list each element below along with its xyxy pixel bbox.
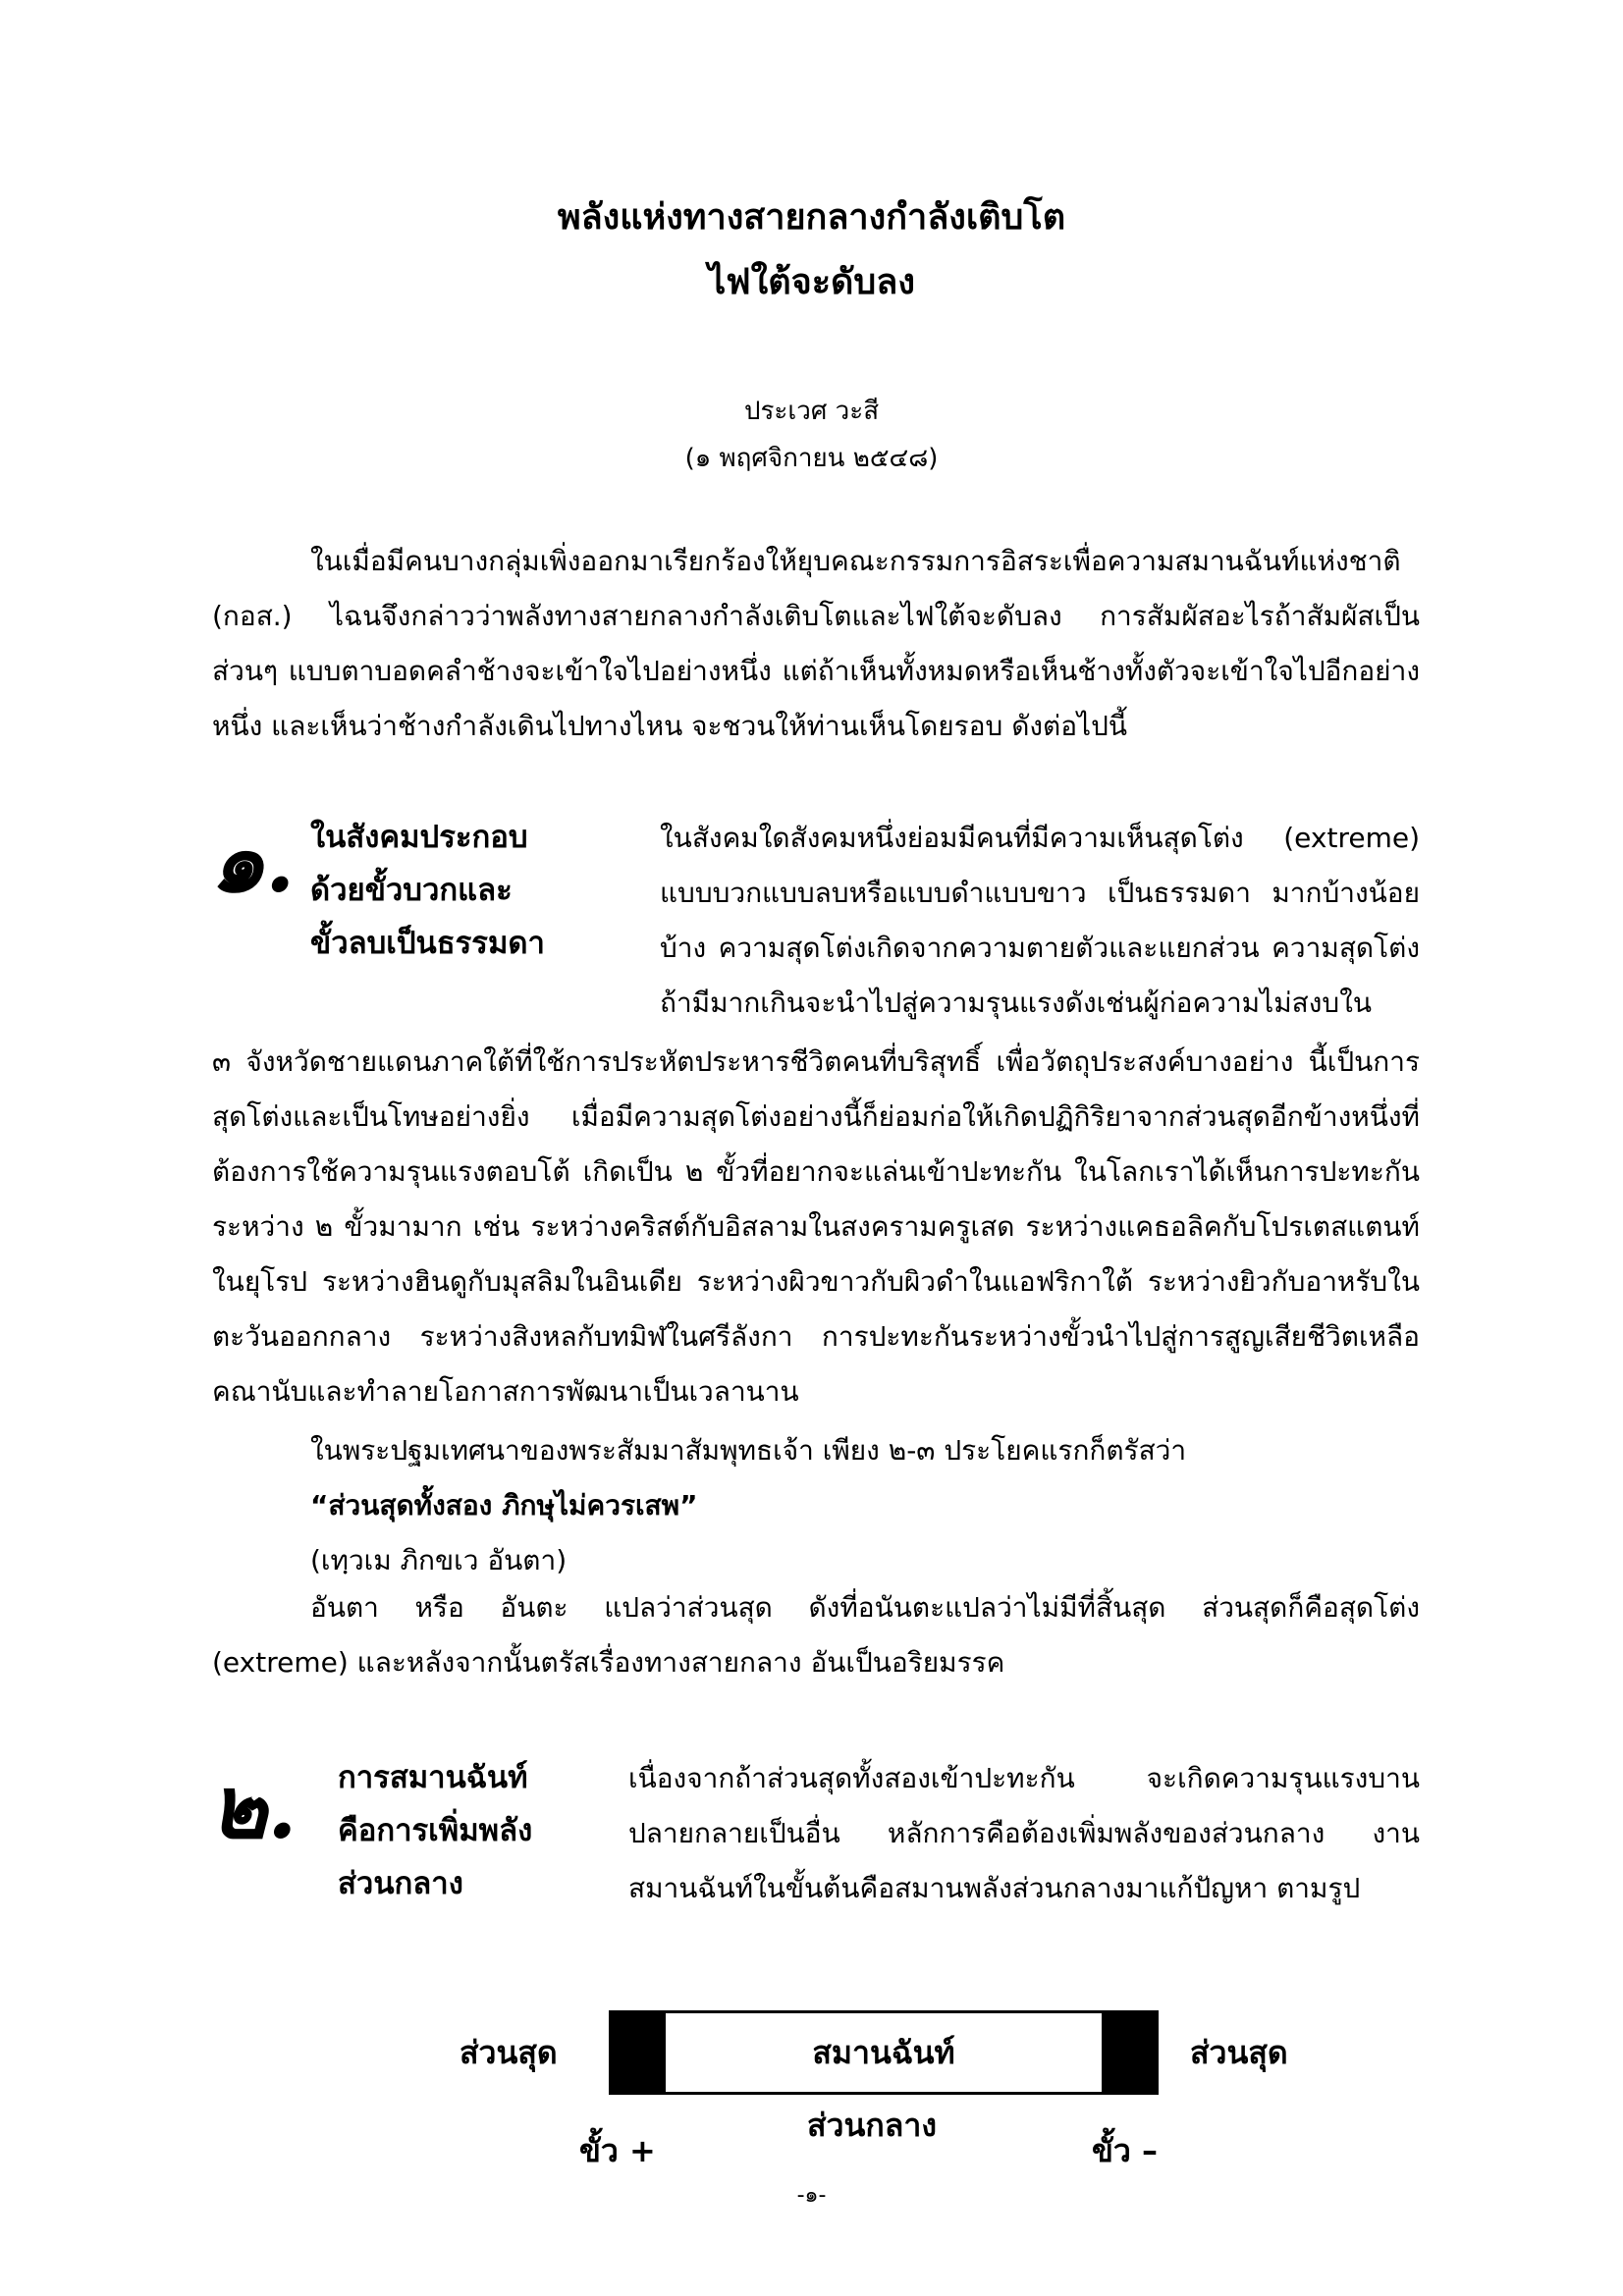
diagram-right-label: ส่วนสุด: [1190, 2034, 1288, 2071]
section-1-body: ๓ จังหวัดชายแดนภาคใต้ที่ใช้การประหัตประหารชีวิตคนที่บริสุทธิ์ เพื่อวัตถุประสงค์บางอย่าง นี้เป็นการสุดโต่งและเป็นโทษอย่างยิ่ง เมื่อมีความสุดโต่งอย่างนี้ก็ย่อมก่อให้เกิดปฏิกิริยาจากส่วนสุดอีกข้างหนึ่งที่ต้องการใช้ความรุนแรงตอบโต้ เกิดเป็น ๒ ขั้วที่อยากจะแล่นเข้าปะทะกัน ในโลกเราได้เห็นการปะทะกันระหว่าง ๒ ขั้วมามาก เช่น ระหว่างคริสต์กับอิสลามในสงครามครูเสด ระหว่างแคธอลิคกับโปรเตสแตนท์ในยุโรป ระหว่างฮินดูกับมุสลิมในอินเดีย ระหว่างผิวขาวกับผิวดำในแอฟริกาใต้ ระหว่างยิวกับอาหรับในตะวันออกกลาง ระหว่างสิงหลกับทมิฬในศรีลังกา การปะทะกันระหว่างขั้วนำไปสู่การสูญเสียชีวิตเหลือคณานับและทำลายโอกาสการพัฒนาเป็นเวลานาน: [212, 1045, 1420, 1408]
intro-paragraph: ในเมื่อมีคนบางกลุ่มเพิ่งออกมาเรียกร้องให้ยุบคณะกรรมการอิสระเพื่อความสมานฉันท์แห่งชาติ (กอส.) ไฉนจึงกล่าวว่าพลังทางสายกลางกำลังเติบโตและไฟใต้จะดับลง การสัมผัสอะไรถ้าสัมผัสเป็นส่วนๆ แบบตาบอดคลำช้างจะเข้าใจไปอย่างหนึ่ง แต่ถ้าเห็นทั้งหมดหรือเห็นช้างทั้งตัวจะเข้าใจไปอีกอย่างหนึ่ง และเห็นว่าช้างกำลังเดินไปทางไหน จะชวนให้ท่านเห็นโดยรอบ ดังต่อไปนี้: [212, 545, 1420, 742]
section-1-heading-line: ขั้วลบเป็นธรรมดา: [310, 926, 545, 961]
sermon-quote: “ส่วนสุดทั้งสอง ภิกษุไม่ควรเสพ”: [310, 1489, 698, 1522]
pole-minus-label: ขั้ว –: [1092, 2132, 1158, 2169]
page-number: -๑-: [796, 2183, 827, 2208]
diagram-box: [609, 2010, 1159, 2095]
date: (๑ พฤศจิกายน ๒๕๔๘): [684, 444, 939, 473]
section-1-side-text: ในสังคมใดสังคมหนึ่งย่อมมีคนที่มีความเห็นสุดโต่ง (extreme) แบบบวกแบบลบหรือแบบดำแบบขาว เป็นธรรมดา มากบ้างน้อยบ้าง ความสุดโต่งเกิดจากความตายตัวและแยกส่วน ความสุดโต่งถ้ามีมากเกินจะนำไปสู่ความรุนแรงดังเช่นผู้ก่อความไม่สงบใน: [660, 822, 1420, 1019]
section-2-heading-line: ส่วนกลาง: [338, 1866, 463, 1901]
author: ประเวศ วะสี: [743, 397, 880, 426]
section-2-heading-line: การสมานฉันท์: [338, 1760, 528, 1795]
section-2-number: ๒.: [210, 1756, 298, 1858]
left-pole-block: [612, 2013, 666, 2092]
title-line-1: พลังแห่งทางสายกลางกำลังเติบโต: [557, 197, 1066, 238]
diagram-middle-caption: ส่วนกลาง: [807, 2107, 937, 2144]
section-1-heading-line: ด้วยขั้วบวกและ: [310, 873, 513, 908]
section-2-heading: [338, 1751, 532, 1910]
diagram-left-label: ส่วนสุด: [460, 2034, 558, 2071]
section-1-heading-line: ในสังคมประกอบ: [310, 820, 528, 855]
pali-text: (เทฺวเม ภิกขเว อันตา): [310, 1544, 568, 1576]
pole-plus-label: ขั้ว +: [579, 2132, 656, 2169]
closing-paragraph: อันตา หรือ อันตะ แปลว่าส่วนสุด ดังที่อนันตะแปลว่าไม่มีที่สิ้นสุด ส่วนสุดก็คือสุดโต่ง (extreme) และหลังจากนั้นตรัสเรื่องทางสายกลาง อันเป็นอริยมรรค: [212, 1591, 1420, 1679]
title-line-2: ไฟใต้จะดับลง: [708, 262, 915, 302]
section-2-side-text: เนื่องจากถ้าส่วนสุดทั้งสองเข้าปะทะกัน จะเกิดความรุนแรงบานปลายกลายเป็นอื่น หลักการคือต้องเพิ่มพลังของส่วนกลาง งานสมานฉันท์ในขั้นต้นคือสมานพลังส่วนกลางมาแก้ปัญหา ตามรูป: [628, 1762, 1420, 1904]
section-1-heading: [310, 811, 545, 970]
section-1-number: ๑.: [210, 810, 296, 912]
right-pole-block: [1102, 2013, 1156, 2092]
sermon-line: ในพระปฐมเทศนาของพระสัมมาสัมพุทธเจ้า เพียง ๒-๓ ประโยคแรกก็ตรัสว่า: [310, 1434, 1187, 1467]
diagram-center-label: สมานฉันท์: [812, 2034, 955, 2071]
section-2-heading-line: คือการเพิ่มพลัง: [338, 1813, 533, 1848]
